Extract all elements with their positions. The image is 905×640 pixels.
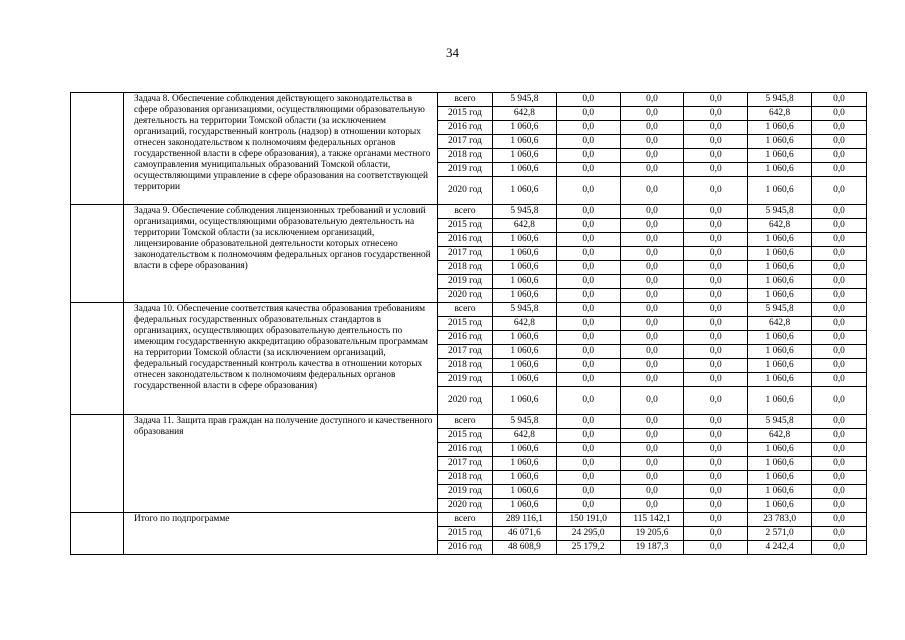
year-cell: 2017 год [438,135,493,149]
value-cell: 0,0 [812,415,867,429]
value-cell: 1 060,6 [748,345,812,359]
table-row [71,93,867,107]
value-cell: 0,0 [812,345,867,359]
year-cell: 2018 год [438,261,493,275]
value-cell: 0,0 [556,359,620,373]
value-cell: 1 060,6 [748,121,812,135]
value-cell: 0,0 [684,387,748,415]
year-cell: 2016 год [438,121,493,135]
value-cell: 0,0 [812,485,867,499]
value-cell: 1 060,6 [493,387,557,415]
year-cell: 2015 год [438,527,493,541]
value-cell: 0,0 [684,345,748,359]
value-cell: 0,0 [684,471,748,485]
value-cell: 19 187,3 [620,541,684,555]
value-cell: 0,0 [620,443,684,457]
year-cell: 2016 год [438,541,493,555]
value-cell: 1 060,6 [748,457,812,471]
value-cell: 0,0 [812,205,867,219]
value-cell: 0,0 [812,289,867,303]
year-cell: 2015 год [438,219,493,233]
value-cell: 1 060,6 [748,149,812,163]
value-cell: 0,0 [556,331,620,345]
value-cell: 0,0 [684,163,748,177]
value-cell: 0,0 [812,163,867,177]
number-cell [71,513,124,555]
value-cell: 1 060,6 [748,261,812,275]
value-cell: 0,0 [684,233,748,247]
value-cell: 1 060,6 [748,331,812,345]
value-cell: 0,0 [556,457,620,471]
value-cell: 289 116,1 [493,513,557,527]
value-cell: 0,0 [556,233,620,247]
value-cell: 1 060,6 [493,471,557,485]
value-cell: 1 060,6 [748,247,812,261]
year-cell: 2020 год [438,177,493,205]
value-cell: 1 060,6 [493,177,557,205]
value-cell: 0,0 [620,93,684,107]
value-cell: 0,0 [620,289,684,303]
value-cell: 0,0 [556,485,620,499]
task-description: Задача 11. Защита прав граждан на получение доступного и качественного образования [124,415,438,513]
value-cell: 1 060,6 [493,163,557,177]
value-cell: 0,0 [684,121,748,135]
value-cell: 0,0 [684,429,748,443]
value-cell: 0,0 [556,205,620,219]
value-cell: 0,0 [812,429,867,443]
value-cell: 5 945,8 [748,303,812,317]
value-cell: 1 060,6 [493,135,557,149]
value-cell: 1 060,6 [493,289,557,303]
year-cell: 2017 год [438,247,493,261]
value-cell: 0,0 [684,275,748,289]
value-cell: 0,0 [684,541,748,555]
value-cell: 115 142,1 [620,513,684,527]
value-cell: 0,0 [620,415,684,429]
value-cell: 0,0 [556,499,620,513]
value-cell: 0,0 [620,149,684,163]
number-cell [71,205,124,303]
value-cell: 5 945,8 [493,93,557,107]
value-cell: 0,0 [620,303,684,317]
value-cell: 642,8 [748,107,812,121]
value-cell: 0,0 [812,513,867,527]
value-cell: 0,0 [556,303,620,317]
value-cell: 19 205,6 [620,527,684,541]
value-cell: 1 060,6 [748,163,812,177]
value-cell: 0,0 [684,107,748,121]
value-cell: 1 060,6 [493,275,557,289]
value-cell: 0,0 [620,429,684,443]
value-cell: 23 783,0 [748,513,812,527]
value-cell: 0,0 [620,205,684,219]
year-cell: 2019 год [438,275,493,289]
value-cell: 24 295,0 [556,527,620,541]
value-cell: 0,0 [556,107,620,121]
task-description: Задача 9. Обеспечение соблюдения лицензионных требований и условий организациями, осуществляющими образовательную деятельность на территории Томской области (за исключением организаций, лицензирование образовательной деятельности которых отнесено законодательством к полномочиям федеральных органов государственной власти в сфере образования) [124,205,438,303]
value-cell: 0,0 [556,121,620,135]
value-cell: 0,0 [684,247,748,261]
value-cell: 0,0 [556,443,620,457]
value-cell: 0,0 [684,359,748,373]
year-cell: 2019 год [438,163,493,177]
year-cell: всего [438,303,493,317]
value-cell: 642,8 [493,219,557,233]
value-cell: 0,0 [556,177,620,205]
value-cell: 0,0 [620,485,684,499]
value-cell: 0,0 [812,387,867,415]
value-cell: 0,0 [812,135,867,149]
value-cell: 25 179,2 [556,541,620,555]
value-cell: 0,0 [812,149,867,163]
value-cell: 642,8 [748,219,812,233]
value-cell: 0,0 [812,233,867,247]
value-cell: 0,0 [620,135,684,149]
value-cell: 0,0 [812,177,867,205]
value-cell: 0,0 [812,275,867,289]
task-description: Задача 10. Обеспечение соответствия качества образования требованиям федеральных государственных образовательных стандартов в организациях, осуществляющих образовательную деятельность по имеющим государственную аккредитацию образовательным программам на территории Томской области (за исключением организаций, федеральный государственный контроль качества в отношении которых отнесен законодательством к полномочиям федеральных органов государственной власти в сфере образования) [124,303,438,415]
year-cell: 2018 год [438,149,493,163]
value-cell: 0,0 [684,93,748,107]
value-cell: 5 945,8 [748,205,812,219]
value-cell: 0,0 [812,303,867,317]
value-cell: 0,0 [620,107,684,121]
table-row [71,205,867,219]
value-cell: 0,0 [556,471,620,485]
value-cell: 0,0 [812,331,867,345]
value-cell: 1 060,6 [748,443,812,457]
value-cell: 1 060,6 [493,233,557,247]
value-cell: 0,0 [684,331,748,345]
value-cell: 0,0 [684,499,748,513]
budget-table-body [71,93,867,555]
value-cell: 0,0 [620,177,684,205]
value-cell: 0,0 [812,121,867,135]
value-cell: 0,0 [684,443,748,457]
task-description: Итого по подпрограмме [124,513,438,555]
value-cell: 0,0 [812,471,867,485]
year-cell: 2020 год [438,289,493,303]
number-cell [71,303,124,415]
value-cell: 0,0 [620,233,684,247]
value-cell: 0,0 [620,331,684,345]
value-cell: 642,8 [493,429,557,443]
value-cell: 0,0 [556,163,620,177]
value-cell: 4 242,4 [748,541,812,555]
year-cell: 2018 год [438,471,493,485]
value-cell: 642,8 [748,317,812,331]
value-cell: 0,0 [684,373,748,387]
value-cell: 642,8 [748,429,812,443]
year-cell: 2019 год [438,373,493,387]
value-cell: 0,0 [556,387,620,415]
year-cell: всего [438,513,493,527]
value-cell: 0,0 [684,149,748,163]
value-cell: 1 060,6 [748,233,812,247]
year-cell: 2017 год [438,345,493,359]
year-cell: 2016 год [438,443,493,457]
year-cell: 2017 год [438,457,493,471]
year-cell: 2019 год [438,485,493,499]
value-cell: 0,0 [684,317,748,331]
value-cell: 0,0 [812,443,867,457]
value-cell: 1 060,6 [493,485,557,499]
value-cell: 0,0 [812,219,867,233]
budget-table [70,92,867,555]
year-cell: всего [438,93,493,107]
value-cell: 0,0 [556,261,620,275]
number-cell [71,415,124,513]
value-cell: 0,0 [684,527,748,541]
value-cell: 0,0 [620,471,684,485]
value-cell: 0,0 [620,359,684,373]
value-cell: 1 060,6 [493,457,557,471]
value-cell: 1 060,6 [493,443,557,457]
value-cell: 1 060,6 [493,345,557,359]
value-cell: 0,0 [684,513,748,527]
value-cell: 0,0 [684,457,748,471]
value-cell: 0,0 [684,485,748,499]
value-cell: 1 060,6 [748,275,812,289]
value-cell: 1 060,6 [493,149,557,163]
value-cell: 0,0 [556,149,620,163]
value-cell: 0,0 [812,359,867,373]
year-cell: всего [438,205,493,219]
value-cell: 1 060,6 [748,135,812,149]
value-cell: 0,0 [556,345,620,359]
value-cell: 1 060,6 [493,499,557,513]
value-cell: 0,0 [556,93,620,107]
value-cell: 1 060,6 [748,471,812,485]
value-cell: 0,0 [812,247,867,261]
value-cell: 0,0 [812,527,867,541]
value-cell: 1 060,6 [493,261,557,275]
value-cell: 1 060,6 [748,499,812,513]
value-cell: 0,0 [684,261,748,275]
table-row [71,303,867,317]
value-cell: 0,0 [556,247,620,261]
value-cell: 0,0 [620,457,684,471]
value-cell: 1 060,6 [748,359,812,373]
value-cell: 5 945,8 [748,415,812,429]
value-cell: 1 060,6 [748,177,812,205]
value-cell: 0,0 [684,135,748,149]
value-cell: 0,0 [620,345,684,359]
value-cell: 0,0 [812,541,867,555]
value-cell: 0,0 [812,261,867,275]
table-row [71,513,867,527]
value-cell: 5 945,8 [493,415,557,429]
value-cell: 150 191,0 [556,513,620,527]
value-cell: 0,0 [684,177,748,205]
value-cell: 0,0 [684,303,748,317]
value-cell: 0,0 [812,107,867,121]
value-cell: 0,0 [556,317,620,331]
year-cell: 2015 год [438,107,493,121]
value-cell: 0,0 [812,373,867,387]
value-cell: 0,0 [556,429,620,443]
year-cell: 2020 год [438,387,493,415]
value-cell: 2 571,0 [748,527,812,541]
value-cell: 0,0 [556,219,620,233]
year-cell: всего [438,415,493,429]
value-cell: 0,0 [812,317,867,331]
year-cell: 2020 год [438,499,493,513]
value-cell: 0,0 [556,275,620,289]
value-cell: 0,0 [620,373,684,387]
value-cell: 0,0 [620,499,684,513]
value-cell: 5 945,8 [748,93,812,107]
year-cell: 2015 год [438,429,493,443]
number-cell [71,93,124,205]
value-cell: 0,0 [684,289,748,303]
table-row [71,415,867,429]
value-cell: 1 060,6 [493,121,557,135]
value-cell: 0,0 [684,415,748,429]
value-cell: 0,0 [556,135,620,149]
value-cell: 0,0 [812,457,867,471]
value-cell: 1 060,6 [493,373,557,387]
value-cell: 642,8 [493,317,557,331]
value-cell: 48 608,9 [493,541,557,555]
value-cell: 0,0 [556,373,620,387]
value-cell: 0,0 [620,219,684,233]
value-cell: 0,0 [556,289,620,303]
value-cell: 0,0 [620,261,684,275]
value-cell: 0,0 [812,93,867,107]
value-cell: 5 945,8 [493,303,557,317]
value-cell: 1 060,6 [493,247,557,261]
value-cell: 0,0 [556,415,620,429]
value-cell: 0,0 [620,275,684,289]
value-cell: 0,0 [684,205,748,219]
year-cell: 2016 год [438,233,493,247]
year-cell: 2018 год [438,359,493,373]
value-cell: 1 060,6 [748,485,812,499]
value-cell: 0,0 [620,121,684,135]
value-cell: 0,0 [620,163,684,177]
value-cell: 0,0 [620,317,684,331]
value-cell: 1 060,6 [748,373,812,387]
value-cell: 0,0 [684,219,748,233]
value-cell: 1 060,6 [748,387,812,415]
value-cell: 642,8 [493,107,557,121]
value-cell: 46 071,6 [493,527,557,541]
value-cell: 1 060,6 [493,331,557,345]
value-cell: 0,0 [620,387,684,415]
task-description: Задача 8. Обеспечение соблюдения действующего законодательства в сфере образования организациями, осуществляющими образовательную деятельность на территории Томской области (за исключением организаций, государственный контроль (надзор) в отношении которых отнесен законодательством к полномочиям федеральных органов государственной власти в сфере образования), а также органами местного самоуправления муниципальных образований Томской области, осуществляющими управление в сфере образования на соответствующей территории [124,93,438,205]
value-cell: 0,0 [812,499,867,513]
value-cell: 5 945,8 [493,205,557,219]
page-number: 34 [446,45,459,60]
year-cell: 2016 год [438,331,493,345]
value-cell: 1 060,6 [748,289,812,303]
year-cell: 2015 год [438,317,493,331]
value-cell: 0,0 [620,247,684,261]
value-cell: 1 060,6 [493,359,557,373]
